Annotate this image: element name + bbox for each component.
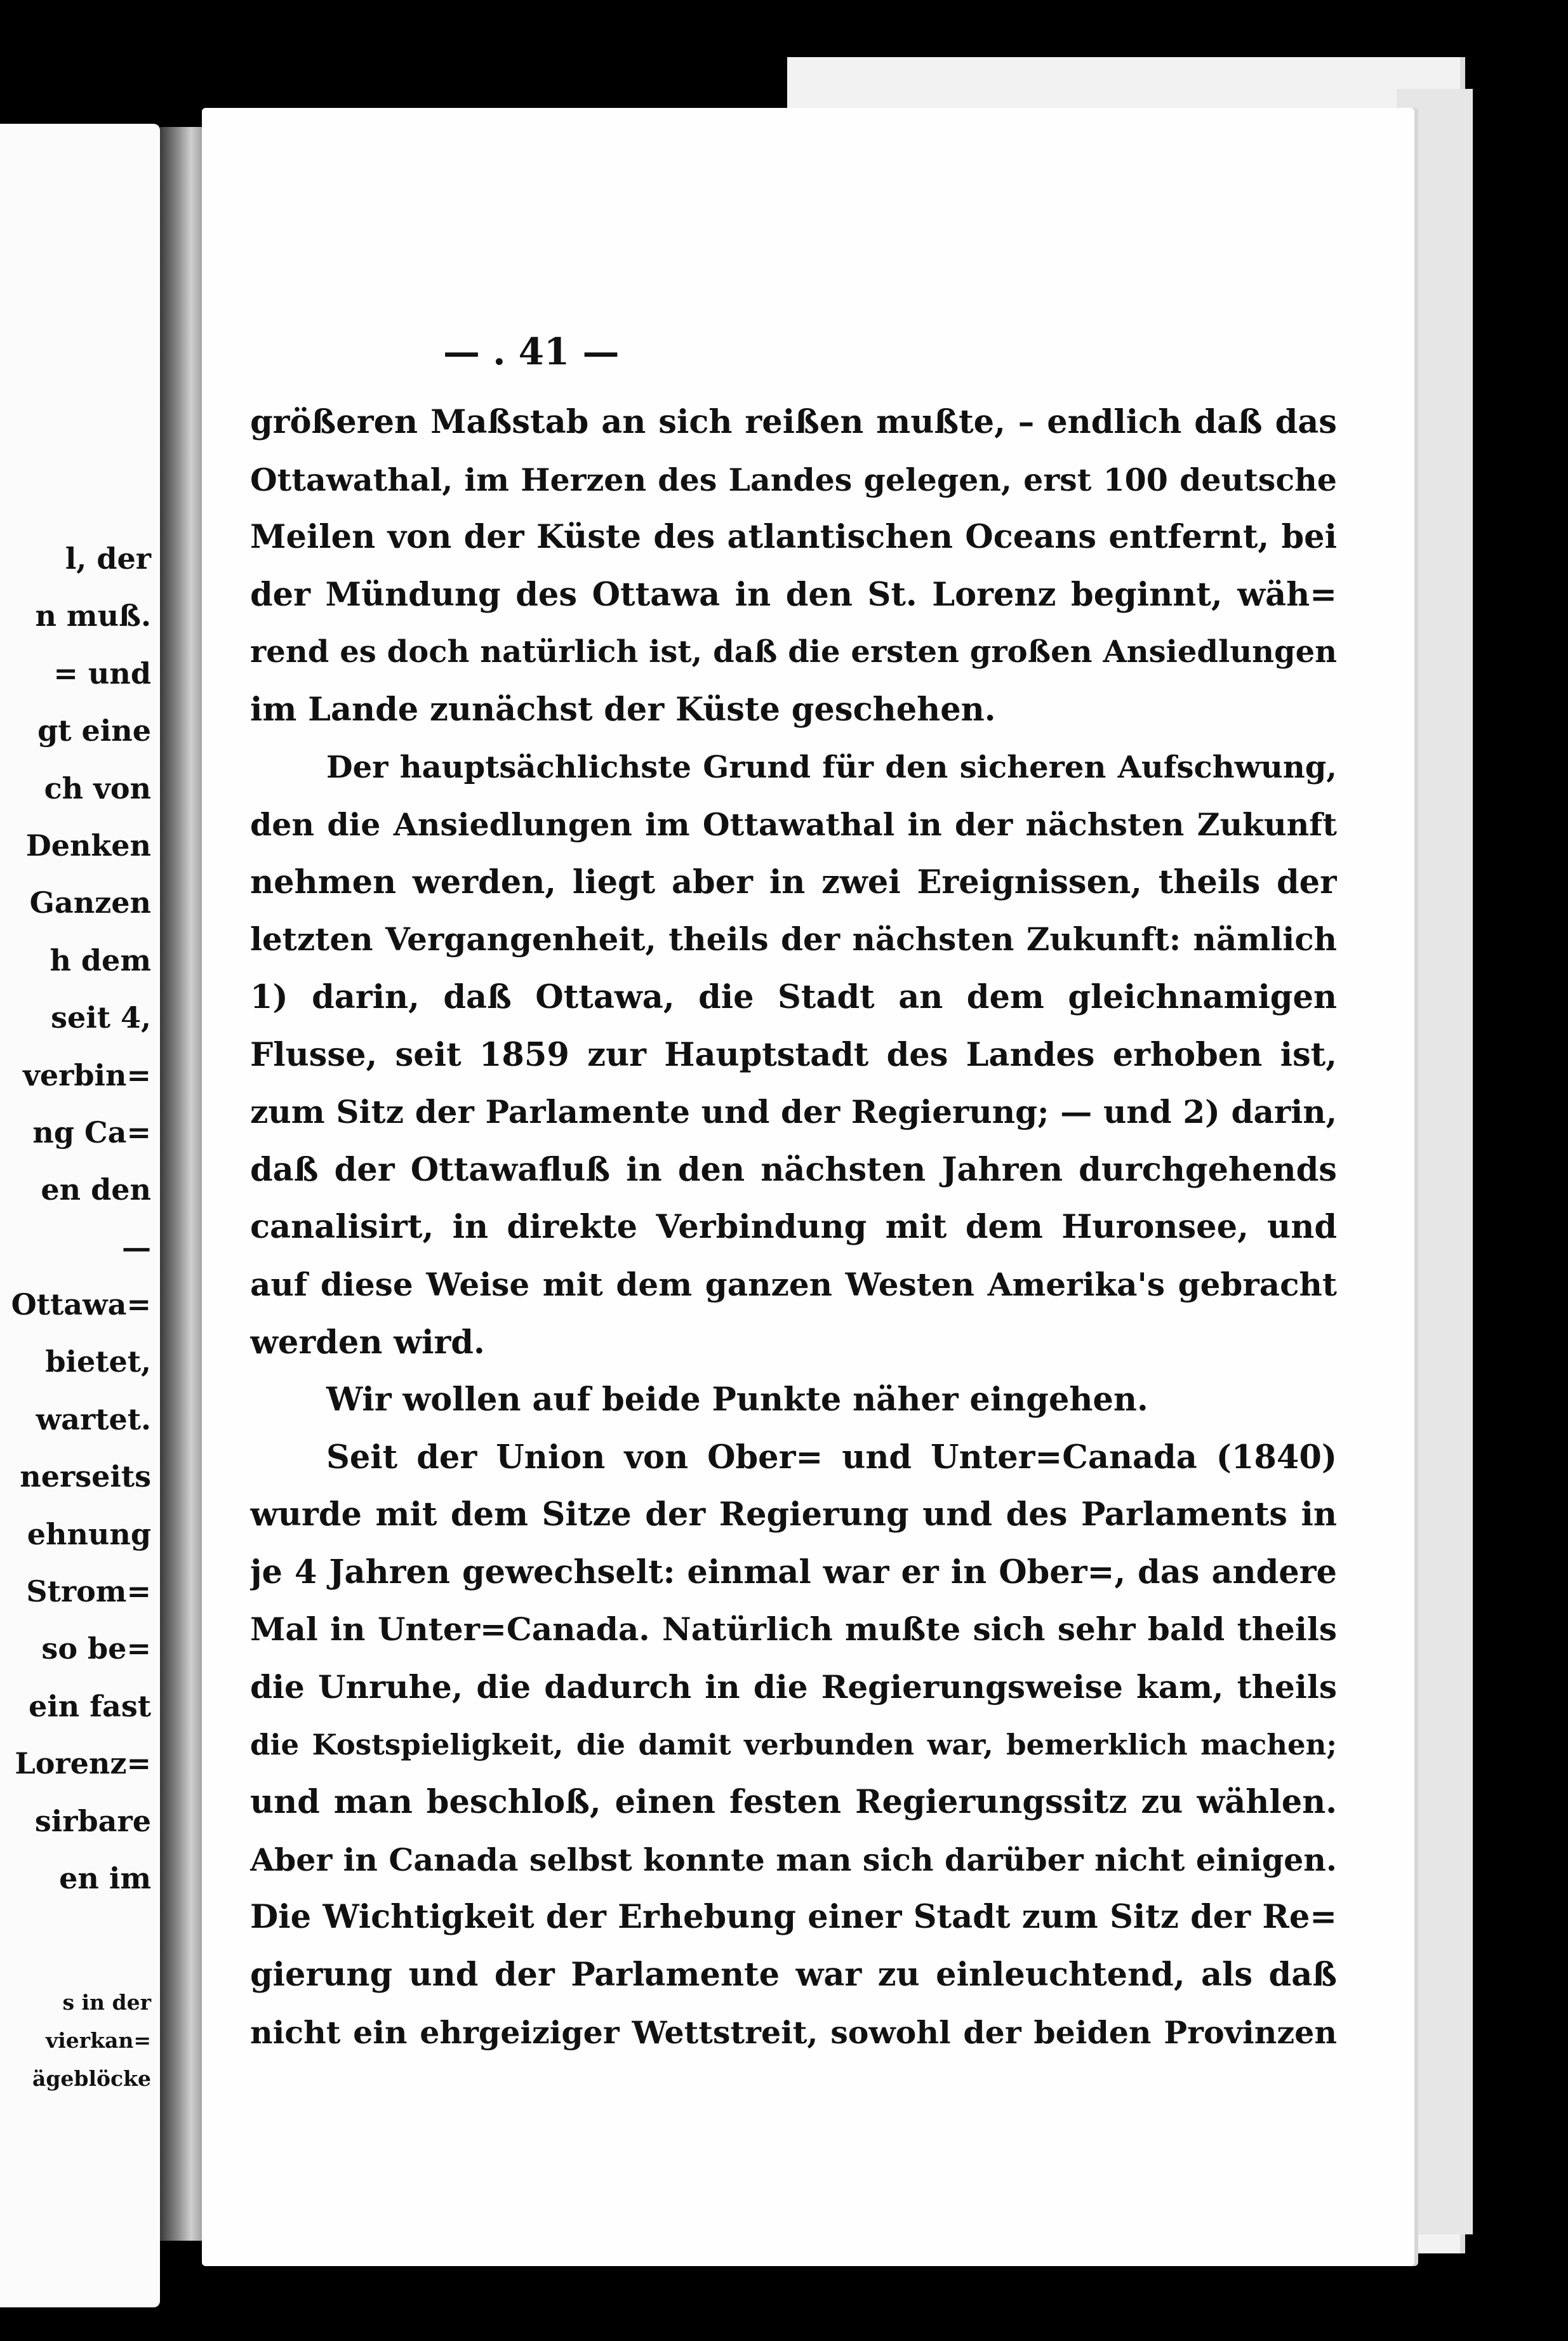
text-line: Der hauptsächlichste Grund für den sicheren Aufschwung,	[326, 749, 1337, 785]
text-line: je 4 Jahren gewechselt: einmal war er in Ober=, das andere	[250, 1553, 1337, 1591]
text-line: rend es doch natürlich ist, daß die ersten großen Ansiedlungen	[250, 634, 1337, 670]
text-line: größeren Maßstab an sich reißen mußte, – endlich daß das	[250, 403, 1337, 441]
previous-page-text	[0, 530, 160, 1907]
previous-page-footnote-line: vierkan=	[46, 2028, 151, 2053]
previous-page-line: seit 4,	[51, 1000, 151, 1035]
text-line: nicht ein ehrgeiziger Wettstreit, sowohl der beiden Provinzen	[250, 2013, 1337, 2051]
previous-page-line: en den	[41, 1172, 151, 1207]
text-line: Die Wichtigkeit der Erhebung einer Stadt zum Sitz der Re=	[250, 1898, 1337, 1937]
text-line: Flusse, seit 1859 zur Hauptstadt des Landes erhoben ist,	[250, 1035, 1337, 1074]
text-line: Meilen von der Küste des atlantischen Oceans entfernt, bei	[250, 518, 1337, 557]
page-number-text: — . 41 —	[443, 330, 620, 373]
text-line: wurde mit dem Sitze der Regierung und des Parlaments in	[250, 1495, 1337, 1534]
book-gutter	[160, 127, 204, 2241]
previous-page-line: Ganzen	[29, 885, 151, 920]
previous-page-footnote-line: s in der	[62, 1990, 151, 2015]
text-line: im Lande zunächst der Küste geschehen.	[250, 690, 996, 729]
previous-page-line: h dem	[50, 943, 151, 978]
previous-page-line: ch von	[44, 771, 151, 806]
previous-page-line: en im	[59, 1860, 151, 1895]
text-line: auf diese Weise mit dem ganzen Westen Amerika's gebracht	[250, 1265, 1337, 1303]
text-line: 1) darin, daß Ottawa, die Stadt an dem gleichnamigen	[250, 978, 1337, 1016]
text-line: den die Ansiedlungen im Ottawathal in der nächsten Zukunft	[250, 806, 1337, 844]
previous-page-line: Ottawa=	[11, 1287, 151, 1322]
previous-page	[0, 124, 160, 2307]
text-line: letzten Vergangenheit, theils der nächsten Zukunft: nämlich	[250, 920, 1337, 958]
previous-page-line: Lorenz=	[15, 1746, 151, 1781]
text-line: die Kostspieligkeit, die damit verbunden war, bemerklich machen;	[250, 1727, 1337, 1761]
text-line: werden wird.	[250, 1323, 485, 1362]
previous-page-line: sirbare	[34, 1803, 151, 1838]
previous-page-line: = und	[53, 656, 151, 691]
previous-page-footnote-line: ägeblöcke	[32, 2066, 151, 2091]
page-number	[202, 330, 1414, 373]
previous-page-line: l, der	[65, 541, 151, 576]
previous-page-line: ein fast	[29, 1688, 151, 1723]
text-line: nehmen werden, liegt aber in zwei Ereignissen, theils der	[250, 863, 1337, 901]
text-line: die Unruhe, die dadurch in die Regierungsweise kam, theils	[250, 1668, 1337, 1706]
previous-page-line: —	[122, 1230, 151, 1264]
page-body-text	[250, 394, 1337, 2061]
previous-page-line: Strom=	[26, 1574, 151, 1609]
previous-page-footnote	[0, 1984, 160, 2098]
text-line: zum Sitz der Parlamente und der Regierung; — und 2) darin,	[250, 1093, 1337, 1131]
previous-page-line: Denken	[25, 828, 151, 863]
text-line: daß der Ottawafluß in den nächsten Jahren durchgehends	[250, 1150, 1337, 1189]
text-line: Aber in Canada selbst konnte man sich darüber nicht einigen.	[250, 1841, 1337, 1878]
book-page	[202, 108, 1414, 2266]
previous-page-line: gt eine	[37, 713, 151, 748]
text-line: Mal in Unter=Canada. Natürlich mußte sich sehr bald theils	[250, 1610, 1337, 1648]
previous-page-line: so be=	[41, 1631, 151, 1666]
previous-page-line: wartet.	[36, 1402, 151, 1436]
text-line: Seit der Union von Ober= und Unter=Canada (1840)	[326, 1438, 1337, 1476]
previous-page-line: ehnung	[27, 1516, 151, 1551]
previous-page-line: ng Ca=	[32, 1115, 151, 1150]
previous-page-line: bietet,	[45, 1344, 151, 1379]
text-line: Wir wollen auf beide Punkte näher eingehen.	[326, 1381, 1148, 1419]
text-line: gierung und der Parlamente war zu einleuchtend, als daß	[250, 1956, 1337, 1994]
text-line: und man beschloß, einen festen Regierungssitz zu wählen.	[250, 1783, 1337, 1822]
text-line: canalisirt, in direkte Verbindung mit dem Huronsee, und	[250, 1208, 1337, 1247]
text-line: der Mündung des Ottawa in den St. Lorenz beginnt, wäh=	[250, 575, 1337, 614]
previous-page-line: nerseits	[20, 1459, 151, 1494]
previous-page-line: verbin=	[23, 1058, 151, 1092]
text-line: Ottawathal, im Herzen des Landes gelegen, erst 100 deutsche	[250, 461, 1337, 498]
previous-page-line: n muß.	[35, 599, 151, 633]
